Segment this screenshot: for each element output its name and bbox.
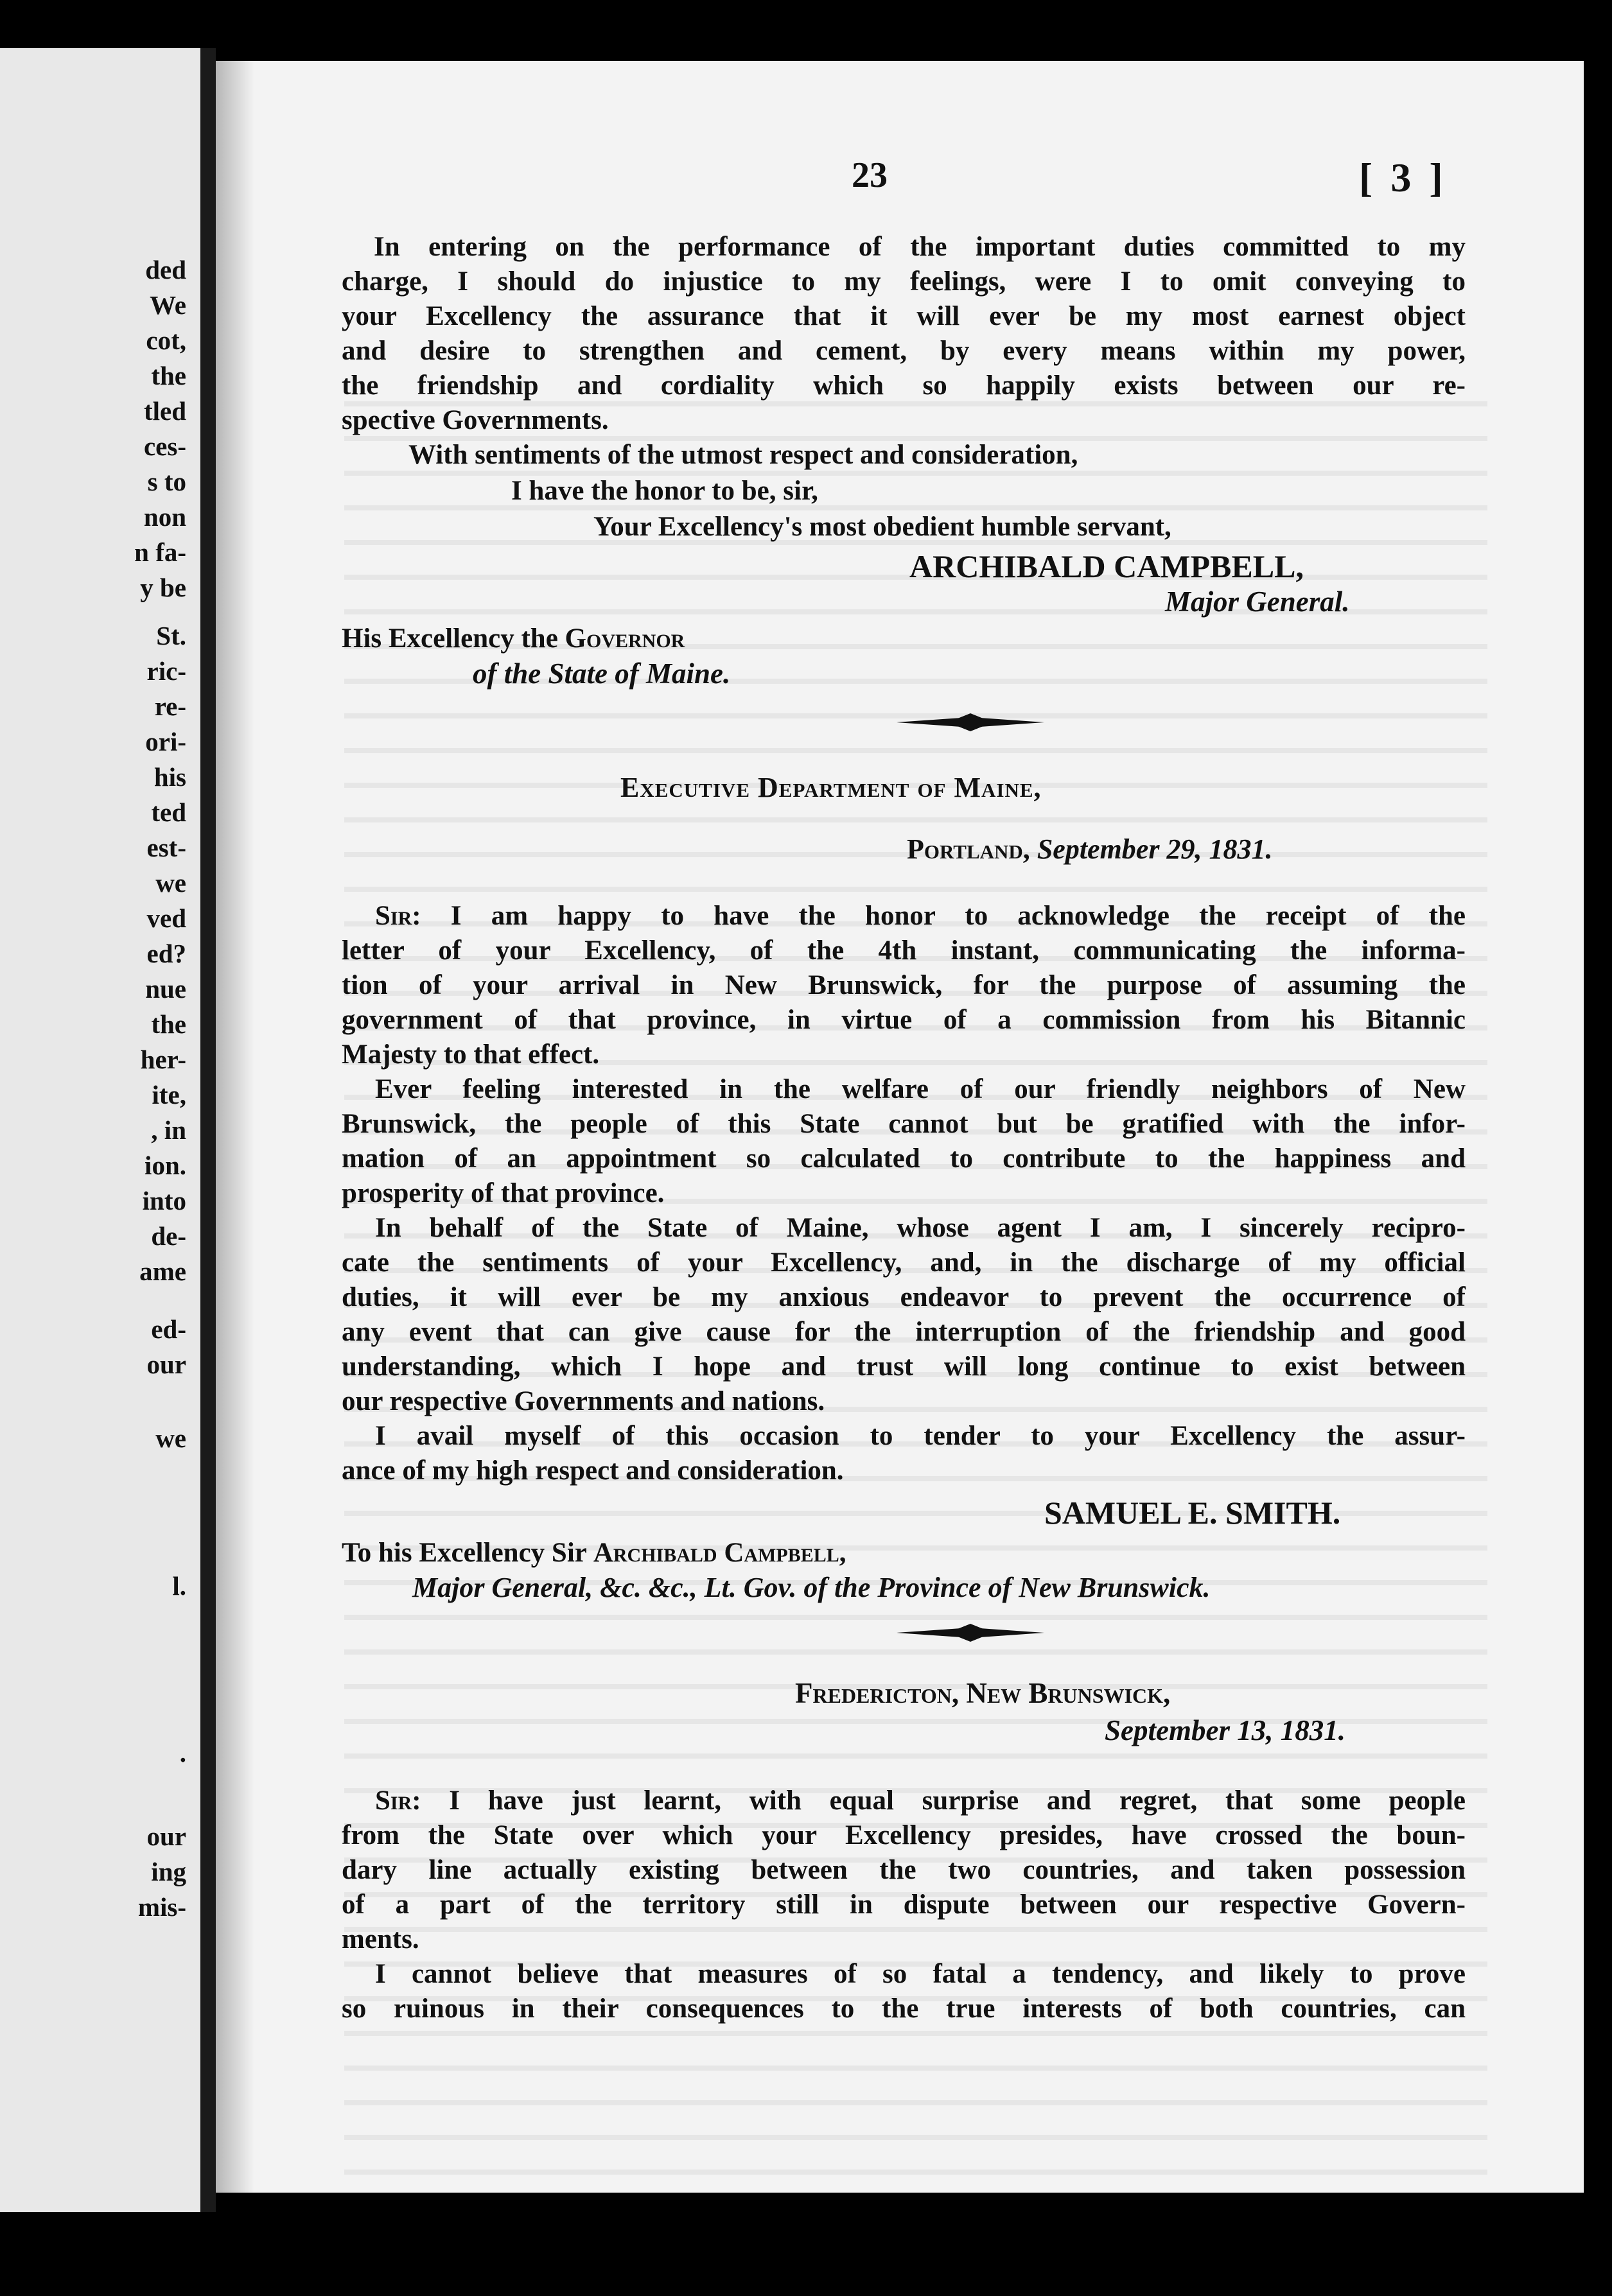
facing-page <box>0 48 200 2212</box>
facing-page-fragment: ame <box>139 1257 186 1286</box>
body-line: of a part of the territory still in dispute between our respective Govern- <box>342 1890 1466 1920</box>
closing-line: With sentiments of the utmost respect and consideration, <box>408 440 1078 470</box>
facing-page-fragment: ces- <box>143 431 186 461</box>
signature: SAMUEL E. SMITH. <box>1044 1495 1341 1531</box>
body-line: so ruinous in their consequences to the true interests of both countries, can <box>342 1994 1466 2024</box>
facing-page-fragment: his <box>153 762 186 792</box>
body-line: spective Governments. <box>342 405 609 435</box>
body-line: Ever feeling interested in the welfare of our friendly neighbors of New <box>375 1074 1466 1104</box>
facing-page-fragment: tled <box>143 396 186 426</box>
addressee-line: His Excellency the Governor <box>342 623 685 654</box>
facing-page-fragment: , in <box>151 1115 186 1145</box>
date-line: September 13, 1831. <box>1105 1714 1345 1746</box>
facing-page-fragment: y be <box>140 573 186 602</box>
facing-page-fragment: ric- <box>146 656 186 686</box>
signature: ARCHIBALD CAMPBELL, <box>909 548 1304 584</box>
body-line: ments. <box>342 1924 419 1954</box>
body-line: In behalf of the State of Maine, whose agent I am, I sincerely recipro- <box>375 1213 1466 1243</box>
place-date: Portland, September 29, 1831. <box>907 833 1273 865</box>
document-page <box>216 61 1584 2193</box>
facing-page-fragment: her- <box>140 1045 186 1074</box>
body-line: our respective Governments and nations. <box>342 1386 825 1416</box>
facing-page-fragment: ori- <box>145 727 186 756</box>
addressee-line: To his Excellency Sir Archibald Campbell, <box>342 1538 846 1568</box>
addressee-line: Major General, &c. &c., Lt. Gov. of the Province of New Brunswick. <box>412 1572 1211 1603</box>
body-line: duties, it will ever be my anxious endeavor to prevent the occurrence of <box>342 1282 1466 1312</box>
body-line: Sir: I have just learnt, with equal surprise and regret, that some people <box>375 1786 1466 1816</box>
closing-line: I have the honor to be, sir, <box>511 476 818 506</box>
sheet-signature-mark: [ 3 ] <box>1359 155 1447 200</box>
facing-page-fragment: cot, <box>146 326 186 355</box>
facing-page-fragment: St. <box>156 621 186 650</box>
facing-page-fragment: de- <box>151 1221 186 1251</box>
facing-page-fragment: ved <box>146 903 186 933</box>
facing-page-fragment: we <box>155 1423 186 1453</box>
facing-page-fragment: non <box>143 502 186 532</box>
addressee-line: of the State of Maine. <box>473 657 731 690</box>
page-number: 23 <box>852 155 888 195</box>
body-line: government of that province, in virtue of a commission from his Bitannic <box>342 1005 1466 1035</box>
facing-page-fragment: we <box>155 868 186 898</box>
facing-page-fragment: our <box>146 1822 186 1851</box>
facing-page-fragment: re- <box>154 691 186 721</box>
ornament-divider <box>897 711 1044 734</box>
body-line: from the State over which your Excellency presides, have crossed the boun- <box>342 1820 1466 1850</box>
facing-page-fragment: . <box>179 1738 186 1768</box>
facing-page-fragment: ted <box>151 797 186 827</box>
body-line: I cannot believe that measures of so fatal a tendency, and likely to prove <box>375 1959 1466 1989</box>
facing-page-fragment: nue <box>145 974 186 1004</box>
facing-page-fragment: ion. <box>145 1151 186 1180</box>
body-line: charge, I should do injustice to my feelings, were I to omit conveying to <box>342 266 1466 297</box>
body-line: Majesty to that effect. <box>342 1039 600 1070</box>
body-line: dary line actually existing between the two countries, and taken possession <box>342 1855 1466 1885</box>
body-line: Sir: I am happy to have the honor to acknowledge the receipt of the <box>375 901 1466 931</box>
closing-line: Your Excellency's most obedient humble servant, <box>593 512 1171 542</box>
body-line: I avail myself of this occasion to tender to your Excellency the assur- <box>375 1421 1466 1451</box>
ornament-divider <box>897 1621 1044 1644</box>
signature-title: Major General. <box>1165 586 1350 618</box>
facing-page-fragment: ing <box>151 1857 186 1886</box>
body-line: In entering on the performance of the important duties committed to my <box>374 232 1466 262</box>
facing-page-fragment: ed? <box>146 939 186 968</box>
facing-page-fragment: mis- <box>137 1892 186 1922</box>
facing-page-fragment: the <box>151 361 186 390</box>
body-line: understanding, which I hope and trust will long continue to exist between <box>342 1352 1466 1382</box>
facing-page-fragment: ite, <box>152 1080 186 1109</box>
facing-page-fragment: into <box>142 1186 186 1215</box>
facing-page-fragment: ed- <box>151 1314 186 1344</box>
facing-page-fragment: n fa- <box>134 537 186 567</box>
facing-page-fragment: est- <box>146 833 186 862</box>
place-line: Fredericton, New Brunswick, <box>795 1677 1171 1709</box>
facing-page-fragment: We <box>150 290 186 320</box>
facing-page-fragment: l. <box>172 1571 186 1601</box>
body-line: cate the sentiments of your Excellency, and, in the discharge of my official <box>342 1248 1466 1278</box>
facing-page-fragment: s to <box>147 467 186 496</box>
body-line: letter of your Excellency, of the 4th instant, communicating the informa- <box>342 935 1466 966</box>
facing-page-fragment: ded <box>145 255 186 284</box>
facing-page-fragment: our <box>146 1350 186 1379</box>
letter-heading: Executive Department of Maine, <box>620 772 1042 803</box>
body-line: prosperity of that province. <box>342 1178 665 1208</box>
body-line: Brunswick, the people of this State cannot but be gratified with the infor- <box>342 1109 1466 1139</box>
facing-page-fragment: the <box>151 1009 186 1039</box>
body-line: mation of an appointment so calculated to contribute to the happiness and <box>342 1144 1466 1174</box>
body-line: and desire to strengthen and cement, by every means within my power, <box>342 336 1466 366</box>
body-line: any event that can give cause for the interruption of the friendship and good <box>342 1317 1466 1347</box>
body-line: ance of my high respect and consideration. <box>342 1456 844 1486</box>
book-gutter <box>200 48 216 2212</box>
body-line: the friendship and cordiality which so happily exists between our re- <box>342 370 1466 401</box>
body-line: your Excellency the assurance that it will ever be my most earnest object <box>342 301 1466 331</box>
body-line: tion of your arrival in New Brunswick, for the purpose of assuming the <box>342 970 1466 1000</box>
